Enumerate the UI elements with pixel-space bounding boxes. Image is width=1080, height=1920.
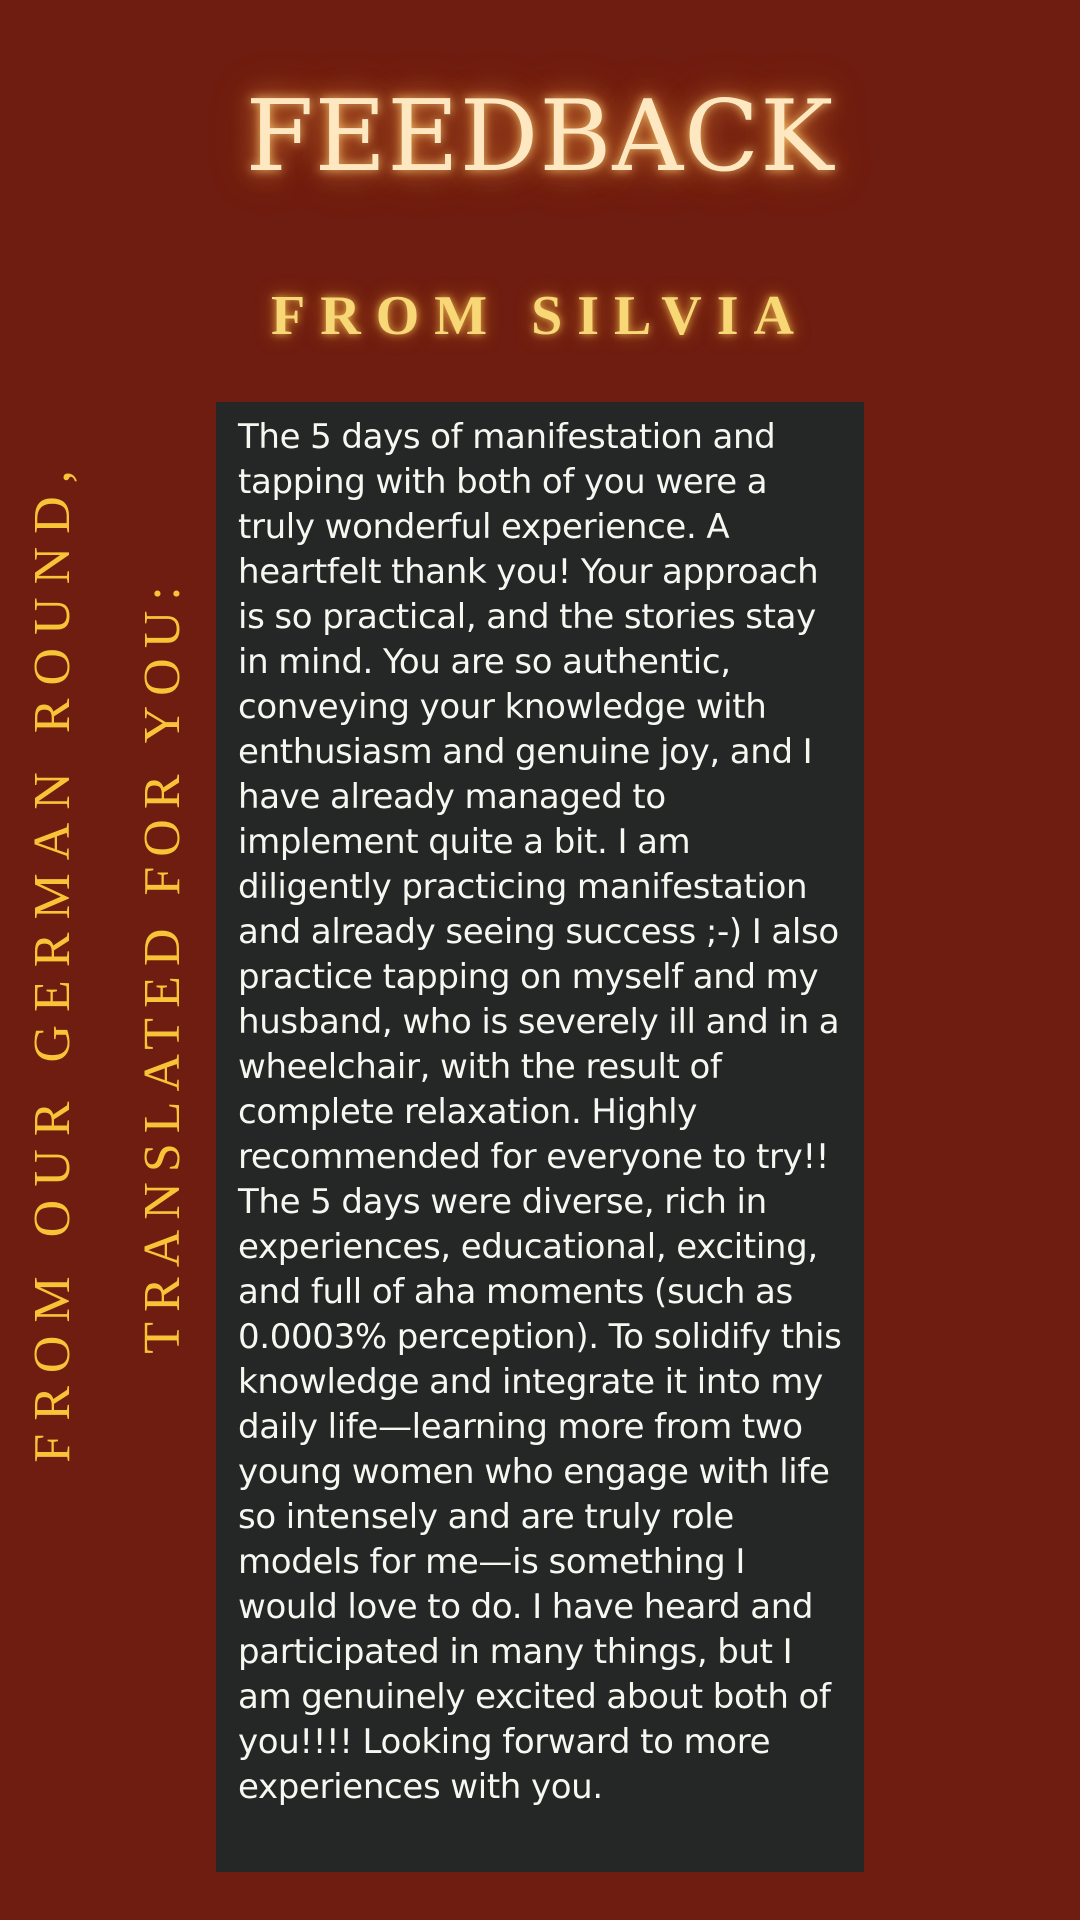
testimonial-card (216, 402, 864, 1872)
vertical-caption-line-1: FROM OUR GERMAN ROUND, (24, 457, 81, 1463)
vertical-caption-line-2: TRANSLATED FOR YOU: (134, 576, 191, 1354)
testimonial-text: The 5 days of manifestation and tapping with both of you were a truly wonderful experience. A heartfelt thank you! Your approach is so practical, and the stories stay in mind. You are so authentic, conveying your knowledge with enthusiasm and genuine joy, and I have already managed to implement quite a bit. I am diligently practicing manifestation and already seeing success ;-) I also practice tapping on myself and my husband, who is severely ill and in a wheelchair, with the result of complete relaxation. Highly recommended for everyone to try!! The 5 days were diverse, rich in experiences, educational, exciting, and full of aha moments (such as 0.0003% perception). To solidify this knowledge and integrate it into my daily life—learning more from two young women who engage with life so intensely and are truly role models for me—is something I would love to do. I have heard and participated in many things, but I am genuinely excited about both of you!!!! Looking forward to more experiences with you. (238, 417, 842, 1807)
page-title: FEEDBACK (245, 80, 835, 194)
page-subtitle: FROM SILVIA (271, 285, 809, 347)
